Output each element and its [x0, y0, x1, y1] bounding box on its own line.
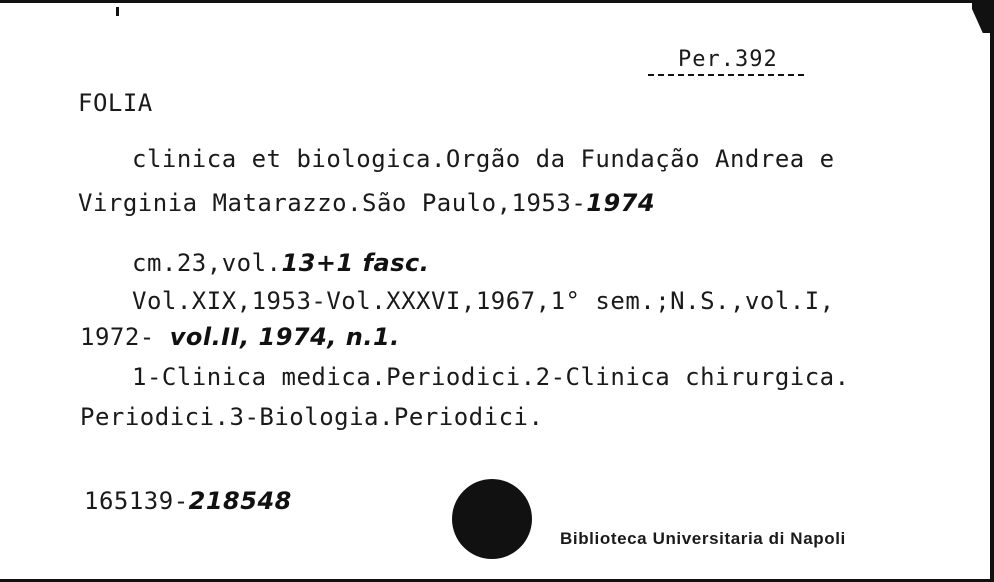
description-line-2	[78, 189, 655, 217]
dimensions-line-typed: cm.23,vol.	[132, 249, 282, 277]
inventory-number	[84, 487, 292, 515]
card-corner-mark	[972, 3, 990, 33]
handwritten-holdings: vol.II, 1974, n.1.	[169, 323, 400, 351]
holdings-line-1: Vol.XIX,1953-Vol.XXXVI,1967,1° sem.;N.S.,vol.I,	[132, 287, 835, 315]
subjects-line-1: 1-Clinica medica.Periodici.2-Clinica chirurgica.	[132, 363, 850, 391]
library-stamp: Biblioteca Universitaria di Napoli	[560, 529, 846, 548]
handwritten-inventory-number: 218548	[188, 487, 292, 515]
ink-speck	[116, 7, 119, 16]
call-number: Per.392	[648, 47, 804, 76]
holdings-line-2	[80, 323, 400, 351]
card-punch-hole	[452, 479, 532, 559]
dimensions-line	[132, 249, 429, 277]
handwritten-end-year: 1974	[586, 189, 656, 217]
description-line-2-typed: Virginia Matarazzo.São Paulo,1953-	[78, 189, 587, 217]
description-line-1: clinica et biologica.Orgão da Fundação Andrea e	[132, 145, 835, 173]
inventory-number-typed: 165139-	[84, 487, 189, 515]
holdings-line-2-typed: 1972-	[80, 323, 155, 351]
handwritten-volume-count: 13+1 fasc.	[281, 249, 430, 277]
subjects-line-2: Periodici.3-Biologia.Periodici.	[80, 403, 544, 431]
card-title: FOLIA	[78, 89, 153, 117]
